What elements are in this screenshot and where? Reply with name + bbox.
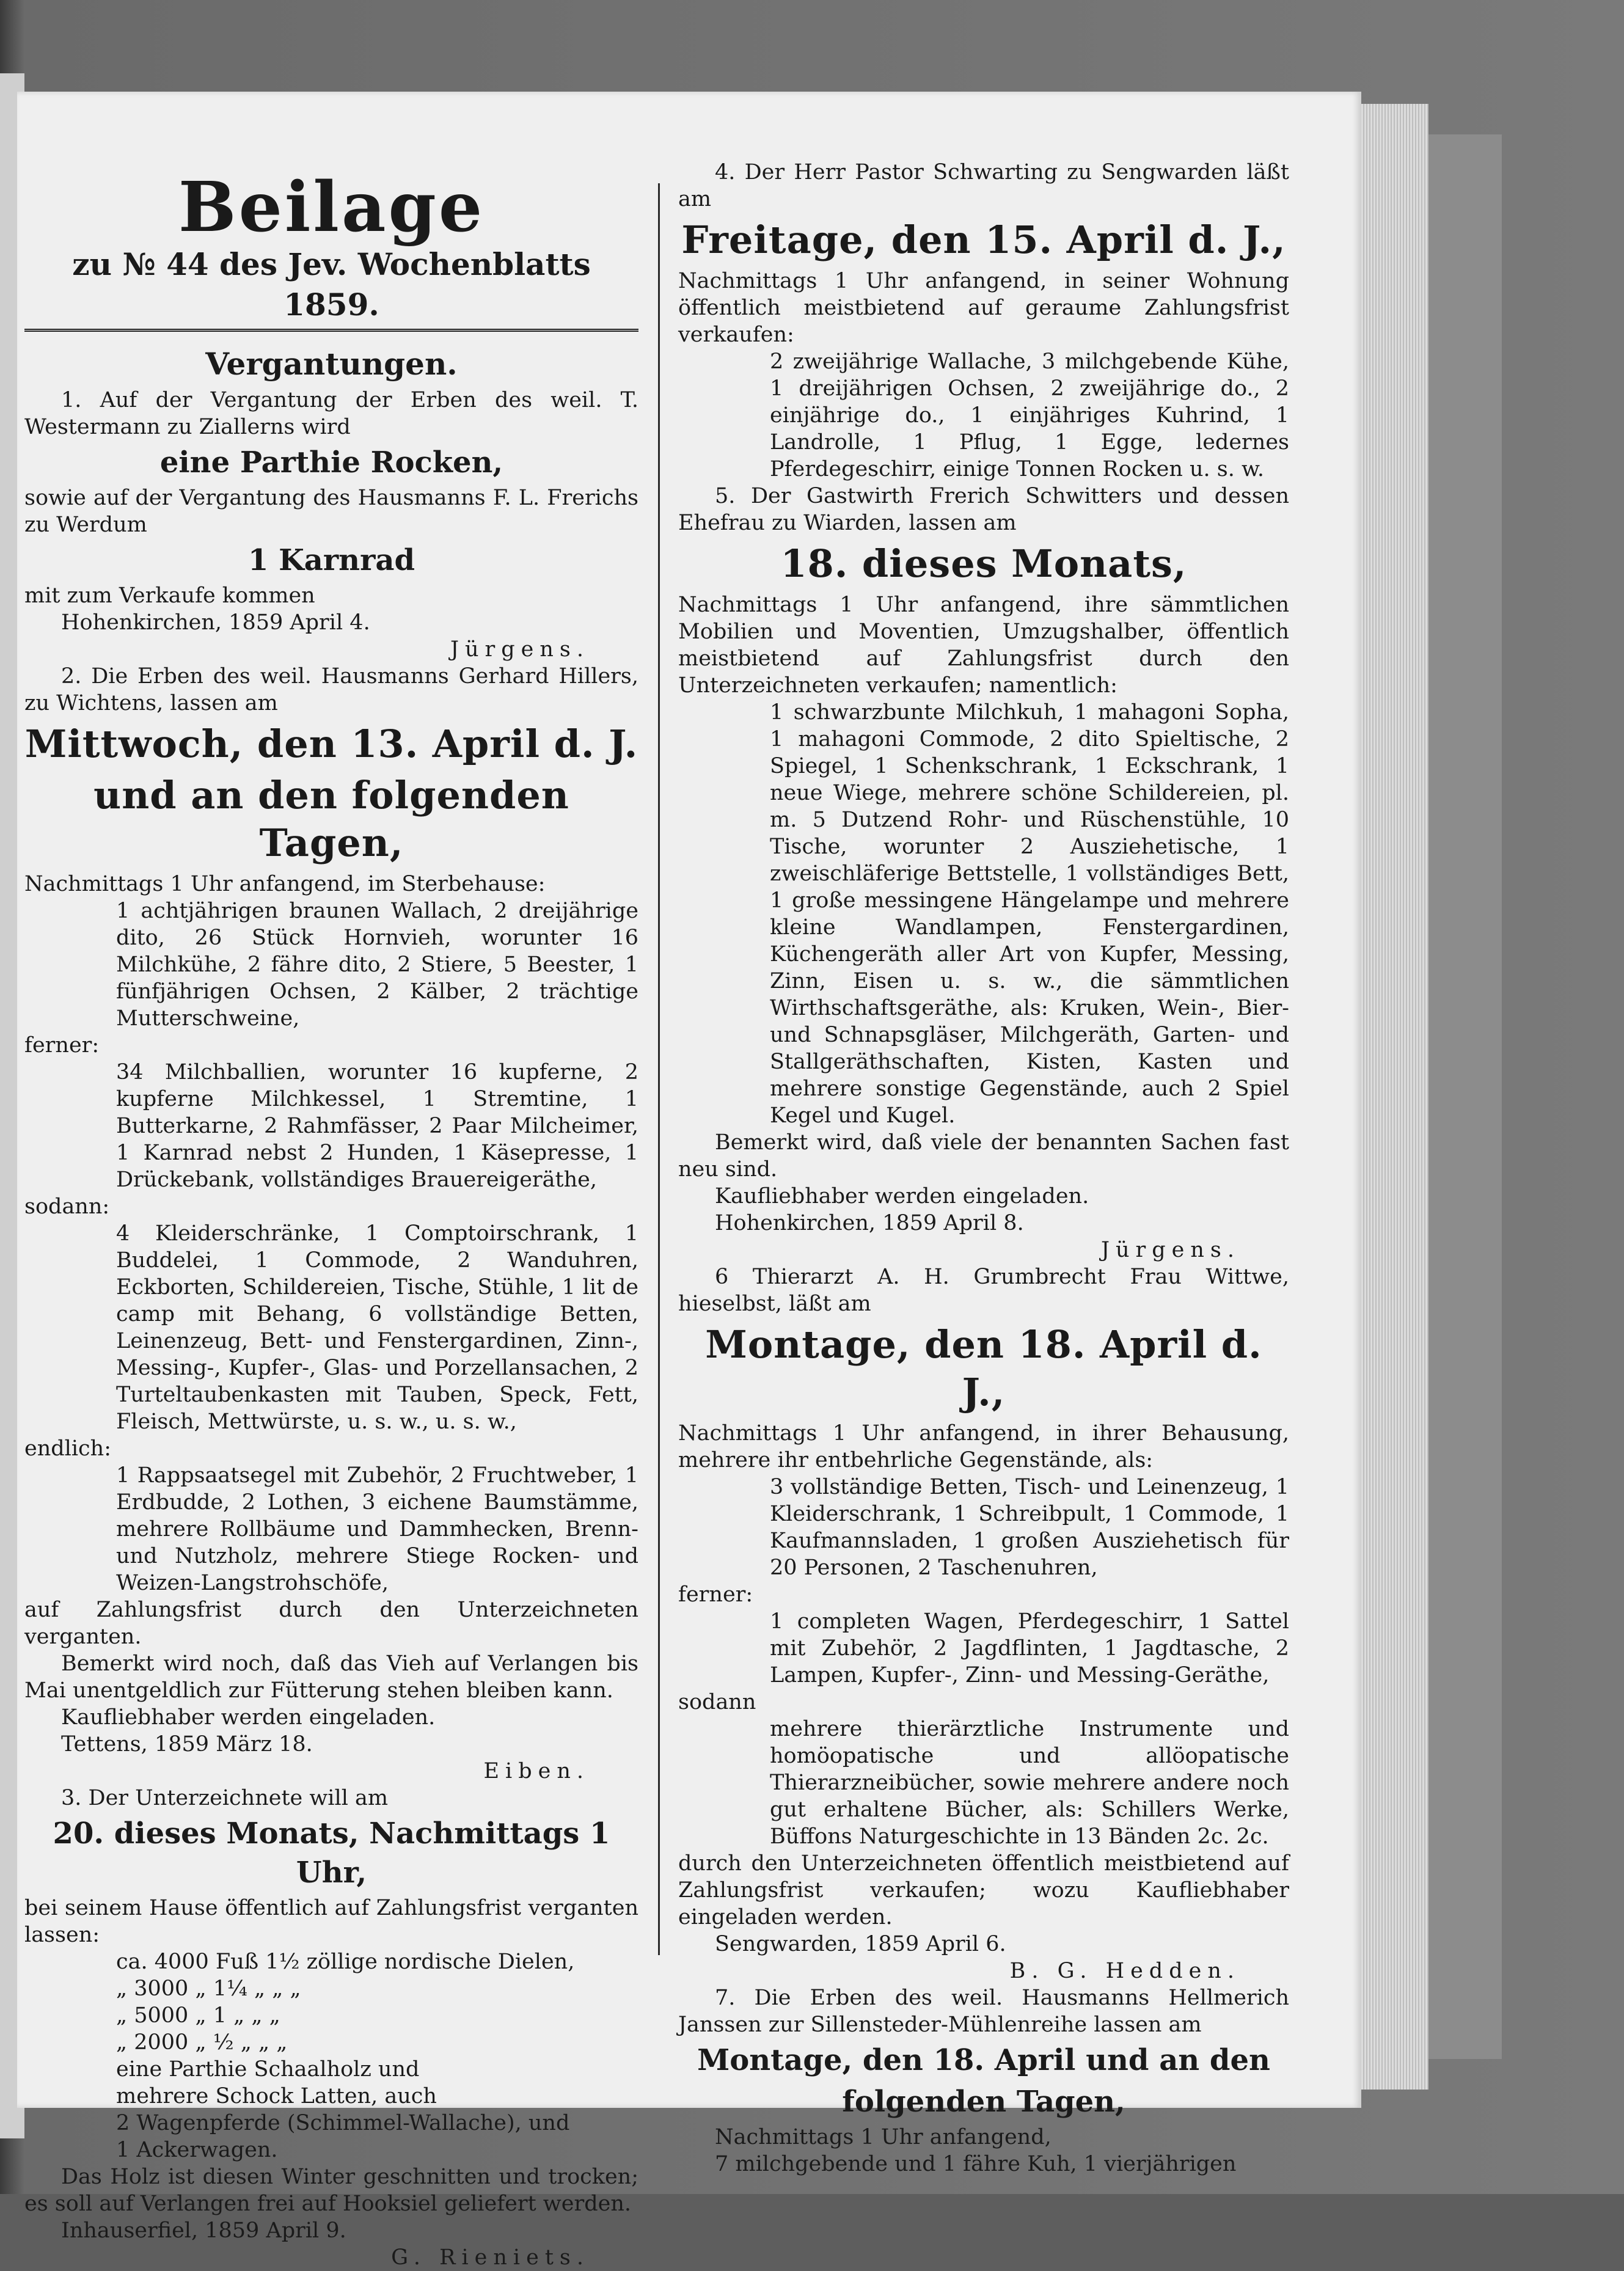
right-column bbox=[678, 159, 1289, 2178]
notice-1-intro: 1. Auf der Vergantung der Erben des weil. T. Westermann zu Ziallerns wird bbox=[24, 388, 638, 439]
notice-6-items-1: 3 vollständige Betten, Tisch- und Leinenzeug, 1 Kleiderschrank, 1 Schreibpult, 1 Commode, 1 Kaufmannsladen, 1 großen Ausziehetisch für 20 Personen, 2 Taschenuhren, bbox=[770, 1475, 1289, 1580]
notice-6-intro: 6 Thierarzt A. H. Grumbrecht Frau Wittwe, hieselbst, läßt am bbox=[678, 1265, 1289, 1316]
notice-1-line: mit zum Verkaufe kommen bbox=[24, 583, 315, 608]
notice-3-remark: Das Holz ist diesen Winter geschnitten und trocken; es soll auf Verlangen frei auf Hooksiel geliefert werden. bbox=[24, 2165, 638, 2216]
list-item: mehrere Schock Latten, auch bbox=[116, 2084, 437, 2108]
notice-2-time: Nachmittags 1 Uhr anfangend, im Sterbehause: bbox=[24, 872, 546, 896]
notice-2-intro: 2. Die Erben des weil. Hausmanns Gerhard Hillers, zu Wichtens, lassen am bbox=[24, 664, 638, 715]
column-divider bbox=[658, 183, 660, 1955]
notice-1-headline: eine Parthie Rocken, bbox=[159, 445, 503, 480]
page-subtitle: zu № 44 des Jev. Wochenblatts 1859. bbox=[24, 244, 638, 332]
notice-3-signature: G. Rieniets. bbox=[391, 2245, 590, 2270]
list-item: „ 2000 „ ½ „ „ „ bbox=[116, 2030, 288, 2055]
section-heading: Vergantungen. bbox=[205, 346, 458, 382]
notice-2-headline: Mittwoch, den 13. April d. J. bbox=[24, 722, 638, 766]
notice-6-headline: Montage, den 18. April d. J., bbox=[705, 1322, 1262, 1414]
notice-7-time: Nachmittags 1 Uhr anfangend, bbox=[715, 2125, 1052, 2149]
notice-6-date: Sengwarden, 1859 April 6. bbox=[715, 1932, 1006, 1956]
list-item: „ 3000 „ 1¼ „ „ „ bbox=[116, 1977, 301, 2001]
list-item: 2 Wagenpferde (Schimmel-Wallache), und bbox=[116, 2111, 570, 2135]
notice-2-items-2: 34 Milchballien, worunter 16 kupferne, 2 kupferne Milchkessel, 1 Stremtine, 1 Butterkarne, 2 Rahmfässer, 2 Paar Milcheimer, 1 Karnrad nebst 2 Hunden, 1 Käsepresse, 1 Drückebank, vollständiges Brauereigeräthe, bbox=[116, 1060, 638, 1192]
notice-3-intro: 3. Der Unterzeichnete will am bbox=[61, 1786, 389, 1810]
list-item: eine Parthie Schaalholz und bbox=[116, 2057, 420, 2082]
notice-4-items: 2 zweijährige Wallache, 3 milchgebende Kühe, 1 dreijährigen Ochsen, 2 zweijährige do., 2 einjährige do., 1 einjähriges Kuhrind, 1 Landrolle, 1 Pflug, 1 Egge, ledernes Pferdegeschirr, einige Tonnen Rocken u. s. w. bbox=[770, 349, 1289, 481]
notice-6-terms: durch den Unterzeichneten öffentlich meistbietend auf Zahlungsfrist verkaufen; wozu Kaufliebhaber eingeladen werden. bbox=[678, 1851, 1289, 1929]
notice-6-signature: B. G. Hedden. bbox=[1009, 1959, 1240, 1983]
notice-2-items-3: 4 Kleiderschränke, 1 Comptoirschrank, 1 Buddelei, 1 Commode, 2 Wanduhren, Eckborten, Schildereien, Tische, Stühle, 1 lit de camp mit Behang, 6 vollständige Betten, Leinenzeug, Bett- und Fenstergardinen, Zinn-, Messing-, Kupfer-, Glas- und Porzellansachen, 2 Turteltaubenkasten mit Tauben, Speck, Fett, Fleisch, Mettwürste, u. s. w., u. s. w., bbox=[116, 1221, 638, 1434]
notice-5-text: Nachmittags 1 Uhr anfangend, ihre sämmtlichen Mobilien und Moventien, Umzugshalber, öffentlich meistbietend auf Zahlungsfrist durch den Unterzeichneten verkaufen; namentlich: bbox=[678, 593, 1289, 698]
notice-2-headline-2: und an den folgenden Tagen, bbox=[93, 773, 569, 865]
notice-7-items: 7 milchgebende und 1 fähre Kuh, 1 vierjährigen bbox=[715, 2152, 1237, 2176]
notice-2-signature: Eiben. bbox=[483, 1759, 590, 1783]
notice-3-item-list bbox=[24, 1948, 638, 2163]
notice-6-items-2: 1 completen Wagen, Pferdegeschirr, 1 Sattel mit Zubehör, 2 Jagdflinten, 1 Jagdtasche, 2 Lampen, Kupfer-, Zinn- und Messing-Geräthe, bbox=[770, 1609, 1289, 1688]
notice-6-ferner: ferner: bbox=[678, 1582, 753, 1607]
book-cover-edge bbox=[1428, 134, 1502, 2059]
list-item: ca. 4000 Fuß 1½ zöllige nordische Dielen, bbox=[116, 1950, 575, 1974]
notice-7-headline: Montage, den 18. April und an den bbox=[697, 2043, 1270, 2077]
notice-4-intro: 4. Der Herr Pastor Schwarting zu Sengwarden läßt am bbox=[678, 160, 1289, 211]
notice-2-ferner: ferner: bbox=[24, 1033, 100, 1058]
list-item: 1 Ackerwagen. bbox=[116, 2138, 278, 2162]
notice-5-headline: 18. dieses Monats, bbox=[780, 541, 1187, 586]
notice-2-items-1: 1 achtjährigen braunen Wallach, 2 dreijährige dito, 26 Stück Hornvieh, worunter 16 Milchkühe, 2 fähre dito, 2 Stiere, 5 Beester, 1 fünfjährigen Ochsen, 2 Kälber, 2 trächtige Mutterschweine, bbox=[116, 899, 638, 1031]
notice-5-invite: Kaufliebhaber werden eingeladen. bbox=[715, 1184, 1089, 1209]
notice-2-sodann: sodann: bbox=[24, 1194, 110, 1219]
notice-5-remark: Bemerkt wird, daß viele der benannten Sachen fast neu sind. bbox=[678, 1130, 1289, 1182]
notice-1-text: sowie auf der Vergantung des Hausmanns F. L. Frerichs zu Werdum bbox=[24, 486, 638, 537]
notice-6-items-3: mehrere thierärztliche Instrumente und homöopatische und allöopatische Thierarzneibücher, sowie mehrere andere noch gut erhaltene Bücher, als: Schillers Werke, Büffons Naturgeschichte in 13 Bänden 2c. 2c. bbox=[770, 1717, 1289, 1849]
notice-3-text: bei seinem Hause öffentlich auf Zahlungsfrist verganten lassen: bbox=[24, 1896, 638, 1947]
notice-3-date: Inhauserfiel, 1859 April 9. bbox=[61, 2218, 346, 2243]
notice-2-terms: auf Zahlungsfrist durch den Unterzeichneten verganten. bbox=[24, 1598, 638, 1649]
notice-4-text: Nachmittags 1 Uhr anfangend, in seiner Wohnung öffentlich meistbietend auf geraume Zahlungsfrist verkaufen: bbox=[678, 269, 1289, 347]
notice-5-items: 1 schwarzbunte Milchkuh, 1 mahagoni Sopha, 1 mahagoni Commode, 2 dito Spieltische, 2 Spiegel, 1 Schenkschrank, 1 Eckschrank, 1 neue Wiege, mehrere schöne Schildereien, pl. m. 5 Dutzend Rohr- und Rüschenstühle, 10 Tische, worunter 2 Ausziehetische, 1 zweischläferige Bettstelle, 1 vollständiges Bett, 1 große messingene Hängelampe und mehrere kleine Wandlampen, Fenstergardinen, Küchengeräth aller Art von Kupfer, Messing, Zinn, Eisen u. s. w., die sämmtlichen Wirthschaftsgeräthe, als: Kruken, Wein-, Bier- und Schnapsgläser, Milchgeräth, Garten- und Stallgeräthschaften, Kisten, Kasten und mehrere sonstige Gegenstände, auch 2 Spiel Kegel und Kugel. bbox=[770, 700, 1289, 1128]
notice-6-text: Nachmittags 1 Uhr anfangend, in ihrer Behausung, mehrere ihr entbehrliche Gegenstände, als: bbox=[678, 1421, 1289, 1472]
notice-2-endlich: endlich: bbox=[24, 1436, 111, 1461]
list-item: „ 5000 „ 1 „ „ „ bbox=[116, 2003, 280, 2028]
notice-2-remark: Bemerkt wird noch, daß das Vieh auf Verlangen bis Mai unentgeldlich zur Fütterung stehen bleiben kann. bbox=[24, 1651, 638, 1703]
notice-7-intro: 7. Die Erben des weil. Hausmanns Hellmerich Janssen zur Sillensteder-Mühlenreihe lassen am bbox=[678, 1986, 1289, 2037]
notice-1-headline-2: 1 Karnrad bbox=[247, 543, 415, 577]
notice-2-date: Tettens, 1859 März 18. bbox=[61, 1732, 313, 1757]
page-title: Beilage bbox=[178, 167, 485, 247]
notice-7-headline-2: folgenden Tagen, bbox=[842, 2085, 1125, 2119]
notice-6-sodann: sodann bbox=[678, 1690, 756, 1714]
notice-5-signature: Jürgens. bbox=[1100, 1238, 1240, 1262]
notice-1-date: Hohenkirchen, 1859 April 4. bbox=[61, 610, 370, 635]
notice-5-intro: 5. Der Gastwirth Frerich Schwitters und dessen Ehefrau zu Wiarden, lassen am bbox=[678, 484, 1289, 535]
page-stack-edge bbox=[1361, 104, 1428, 2090]
notice-2-invite: Kaufliebhaber werden eingeladen. bbox=[61, 1705, 436, 1730]
notice-2-items-4: 1 Rappsaatsegel mit Zubehör, 2 Fruchtweber, 1 Erdbudde, 2 Lothen, 3 eichene Baumstämme, mehrere Rollbäume und Dammhecken, Brenn- und Nutzholz, mehrere Stiege Rocken- und Weizen-Langstrohschöfe, bbox=[116, 1463, 638, 1595]
left-column bbox=[24, 159, 638, 2271]
notice-4-headline: Freitage, den 15. April d. J., bbox=[681, 218, 1286, 262]
notice-3-headline: 20. dieses Monats, Nachmittags 1 Uhr, bbox=[53, 1816, 610, 1890]
notice-1-signature: Jürgens. bbox=[450, 637, 590, 662]
notice-5-date: Hohenkirchen, 1859 April 8. bbox=[715, 1211, 1024, 1235]
